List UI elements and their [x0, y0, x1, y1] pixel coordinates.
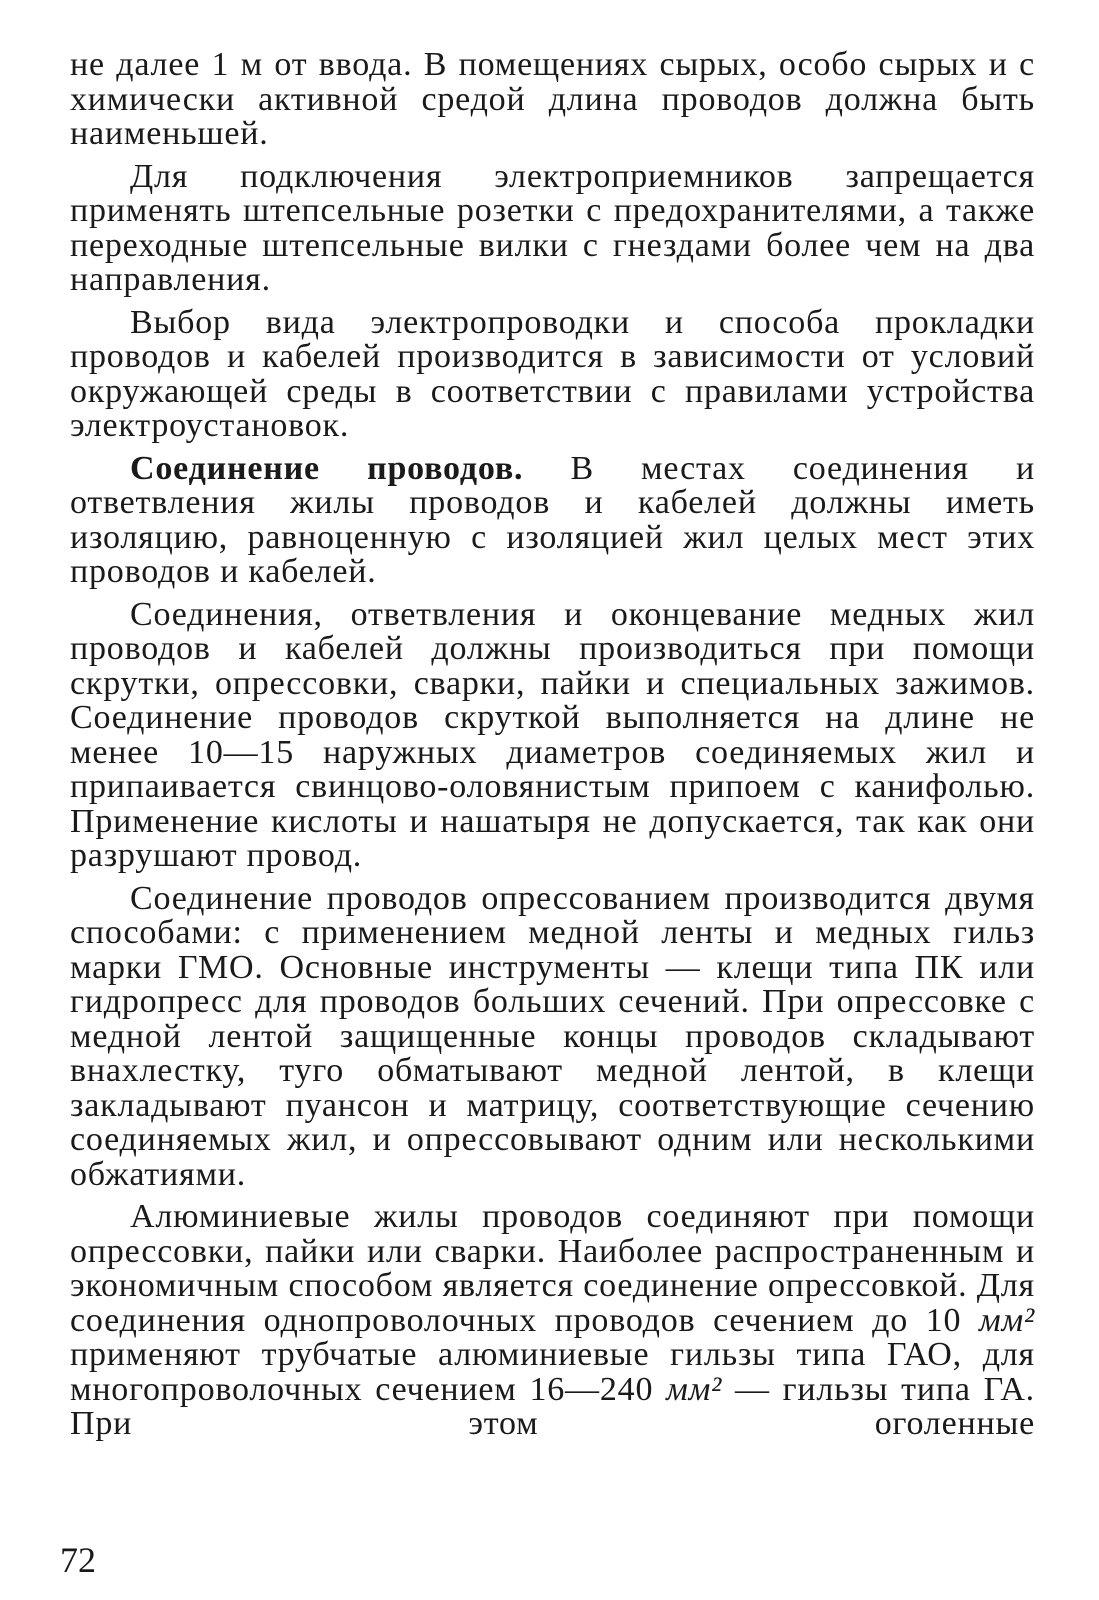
paragraph-2: Для подключения электроприемников запрещается применять штепсельные розетки с предохранителями, а также переходные штепсельные вилки с гнездами более чем на два направления.	[70, 157, 1035, 298]
unit-mm2-a: мм²	[978, 1301, 1035, 1339]
paragraph-6: Соединение проводов опрессованием производится двумя способами: с применением медной ленты и медных гильз марки ГМО. Основные инструменты — клещи типа ПК или гидропресс для проводов больших сечений. При опрессовке с медной лентой защищенные концы проводов складывают внахлестку, туго обматывают медной лентой, в клещи закладывают пуансон и матрицу, соответствующие сечению соединяемых жил, и опрессовывают одним или несколькими обжатиями.	[70, 879, 1035, 1193]
page-body	[70, 48, 1035, 1450]
paragraph-4-text: В местах соединения и ответвления жилы проводов и кабелей должны иметь изоляцию, равноценную с изоляцией жил целых мест этих проводов и кабелей.	[70, 449, 1035, 590]
paragraph-4	[70, 449, 1035, 590]
paragraph-7-text-b: применяют трубчатые алюминиевые гильзы типа ГАО, для многопроволочных сечением 16—240	[70, 1336, 1035, 1408]
paragraph-7-text-c: — гильзы типа ГА. При этом оголенные	[70, 1370, 1035, 1442]
paragraph-5: Соединения, ответвления и оконцевание медных жил проводов и кабелей должны производиться при помощи скрутки, опрессовки, сварки, пайки и специальных зажимов. Соединение проводов скруткой выполняется на длине не менее 10—15 наружных диаметров соединяемых жил и припаивается свинцово-оловянистым припоем с канифолью. Применение кислоты и нашатыря не допускается, так как они разрушают провод.	[70, 595, 1035, 874]
page-number: 72	[60, 1540, 96, 1580]
unit-mm2-b: мм²	[666, 1370, 723, 1408]
paragraph-3: Выбор вида электропроводки и способа прокладки проводов и кабелей производится в зависимости от условий окружающей среды в соответствии с правилами устройства электроустановок.	[70, 303, 1035, 444]
paragraph-7	[70, 1200, 1035, 1442]
section-heading: Соединение проводов.	[130, 449, 524, 487]
paragraph-1: не далее 1 м от ввода. В помещениях сырых, особо сырых и с химически активной средой длина проводов должна быть наименьшей.	[70, 46, 1035, 152]
paragraph-7-text-a: Алюминиевые жилы проводов соединяют при помощи опрессовки, пайки или сварки. Наиболее распространенным и экономичным способом является соединение опрессовкой. Для соединения однопроволочных проводов сечением до 10	[70, 1198, 1035, 1339]
